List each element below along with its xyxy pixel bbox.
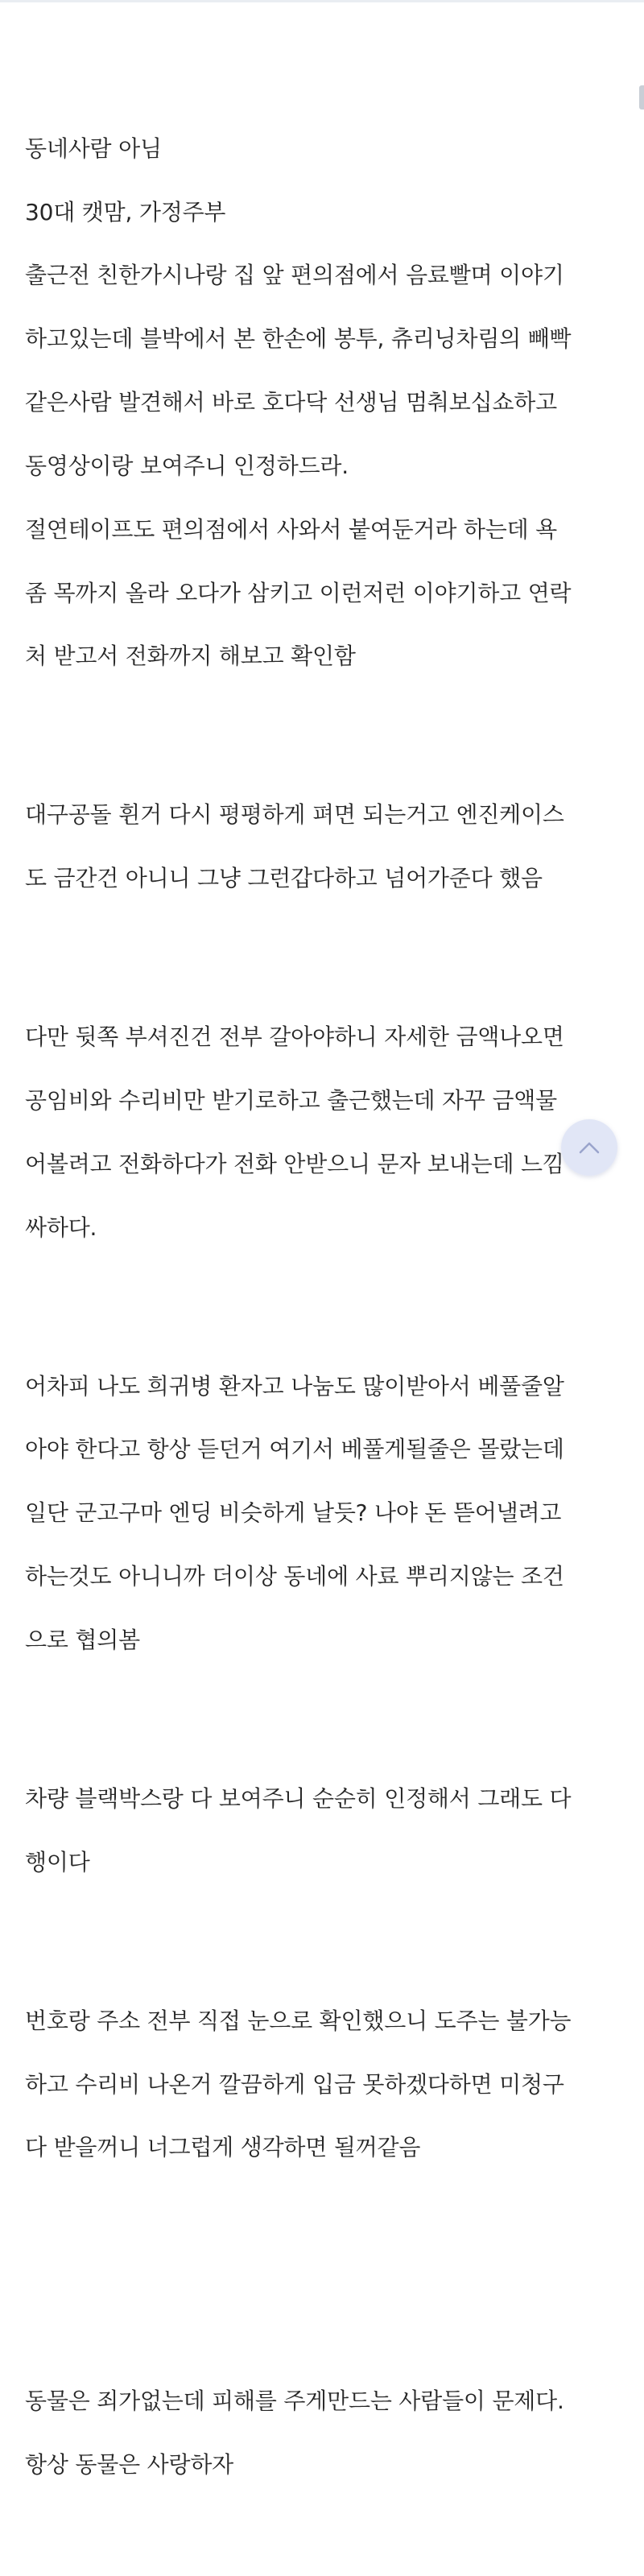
post-line: 으로 협의봄 [25,1626,140,1653]
post-line: 30대 캣맘, 가정주부 [25,198,226,225]
chevron-up-icon [576,1134,603,1161]
post-line: 도 금간건 아니니 그냥 그런갑다하고 넘어가준다 했음 [25,865,543,892]
scroll-to-top-button[interactable] [561,1119,617,1176]
post-line: 좀 목까지 올라 오다가 삼키고 이런저런 이야기하고 연락 [25,579,572,606]
scrollbar-thumb[interactable] [639,85,644,110]
post-line: 어볼려고 전화하다가 전화 안받으니 문자 보내는데 느낌 [25,1150,564,1177]
post-line: 같은사람 발견해서 바로 호다닥 선생님 멈춰보십쇼하고 [25,389,558,416]
post-line: 아야 한다고 항상 듣던거 여기서 베풀게될줄은 몰랐는데 [25,1436,564,1463]
post-line: 하고있는데 블박에서 본 한손에 봉투, 츄리닝차림의 빼빡 [25,325,572,353]
post-paragraph [25,767,621,926]
post-line: 다 받을꺼니 너그럽게 생각하면 될꺼같음 [25,2134,421,2161]
post-line: 동영상이랑 보여주니 인정하드라. [25,452,349,479]
post-line: 번호랑 주소 전부 직접 눈으로 확인했으니 도주는 불가능 [25,2007,572,2034]
post-line: 출근전 친한가시나랑 집 앞 편의점에서 음료빨며 이야기 [25,262,564,289]
post-line: 동네사람 아님 [25,134,162,162]
post-paragraph [25,2354,621,2512]
post-line: 다만 뒷쪽 부셔진건 전부 갈아야하니 자세한 금액나오면 [25,1023,564,1051]
post-line: 일단 군고구마 엔딩 비슷하게 날듯? 나야 돈 뜯어낼려고 [25,1499,562,1527]
post-line: 하는것도 아니니까 더이상 동네에 사료 뿌리지않는 조건 [25,1563,564,1590]
post-line: 항상 동물은 사랑하자 [25,2451,234,2479]
post-line: 동물은 죄가없는데 피해를 주게만드는 사람들이 문제다. [25,2388,564,2415]
post-line: 차량 블랙박스랑 다 보여주니 순순히 인정해서 그래도 다 [25,1784,572,1812]
post-paragraph [25,990,621,1276]
post-line: 공임비와 수리비만 받기로하고 출근했는데 자꾸 금액물 [25,1086,558,1114]
post-line: 하고 수리비 나온거 깔끔하게 입금 못하겠다하면 미청구 [25,2070,564,2098]
post-line: 행이다 [25,1848,90,1875]
post-paragraph [25,1338,621,1687]
post-line: 절연테이프도 편의점에서 사와서 붙여둔거라 하는데 욕 [25,515,558,543]
post-paragraph [25,1751,621,1909]
post-line: 어차피 나도 희귀병 환자고 나눔도 많이받아서 베풀줄알 [25,1372,564,1400]
post-paragraph [25,101,621,704]
post-line: 싸하다. [25,1214,97,1241]
post-line: 처 받고서 전화까지 해보고 확인함 [25,643,356,670]
top-divider [0,0,644,2]
post-body [25,69,621,2576]
post-paragraph [25,1973,621,2195]
post-line: 대구공돌 휜거 다시 평평하게 펴면 되는거고 엔진케이스 [25,801,564,829]
